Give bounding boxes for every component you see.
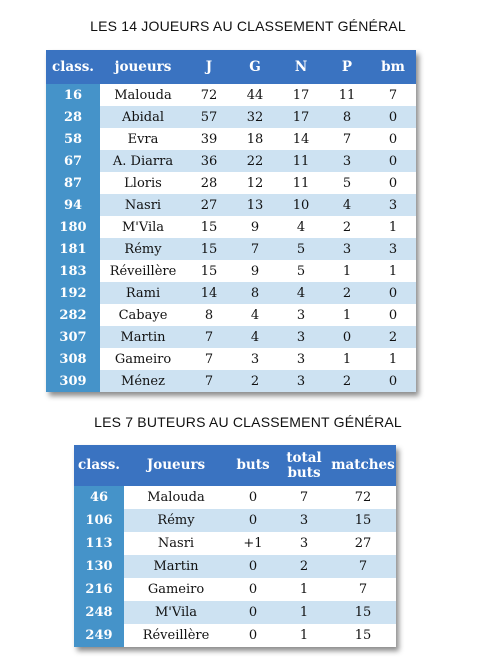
table-row xyxy=(46,282,416,304)
goals-scored-cell: 3 xyxy=(370,238,416,260)
player-name-cell: Lloris xyxy=(100,172,186,194)
table-row xyxy=(74,486,396,509)
goals-cell: 0 xyxy=(228,578,278,601)
total-goals-cell: 1 xyxy=(278,601,330,624)
games-cell: 28 xyxy=(186,172,232,194)
losses-cell: 7 xyxy=(324,128,370,150)
draws-cell: 17 xyxy=(278,84,324,106)
draws-cell: 11 xyxy=(278,150,324,172)
player-name-cell: Gameiro xyxy=(100,348,186,370)
rank-cell: 28 xyxy=(46,106,100,128)
wins-cell: 13 xyxy=(232,194,278,216)
table2-title: LES 7 BUTEURS AU CLASSEMENT GÉNÉRAL xyxy=(94,414,402,430)
player-name-cell: Nasri xyxy=(100,194,186,216)
games-cell: 15 xyxy=(186,260,232,282)
player-name-cell: Evra xyxy=(100,128,186,150)
header-players[interactable]: Joueurs xyxy=(124,445,228,486)
matches-cell: 7 xyxy=(330,555,396,578)
player-name-cell: Malouda xyxy=(100,84,186,106)
table-row xyxy=(46,238,416,260)
losses-cell: 11 xyxy=(324,84,370,106)
goals-scored-cell: 0 xyxy=(370,128,416,150)
draws-cell: 3 xyxy=(278,326,324,348)
header-j[interactable]: J xyxy=(186,50,232,84)
table-row xyxy=(74,578,396,601)
matches-cell: 15 xyxy=(330,601,396,624)
losses-cell: 5 xyxy=(324,172,370,194)
player-name-cell: Réveillère xyxy=(124,624,228,647)
total-goals-cell: 2 xyxy=(278,555,330,578)
rank-cell: 216 xyxy=(74,578,124,601)
matches-cell: 15 xyxy=(330,624,396,647)
goals-scored-cell: 0 xyxy=(370,150,416,172)
wins-cell: 12 xyxy=(232,172,278,194)
table-row xyxy=(74,532,396,555)
rank-cell: 181 xyxy=(46,238,100,260)
total-goals-cell: 7 xyxy=(278,486,330,509)
player-name-cell: Cabaye xyxy=(100,304,186,326)
games-cell: 7 xyxy=(186,370,232,392)
header-class[interactable]: class. xyxy=(46,50,100,84)
rank-cell: 106 xyxy=(74,509,124,532)
games-cell: 15 xyxy=(186,216,232,238)
header-p[interactable]: P xyxy=(324,50,370,84)
header-players[interactable]: joueurs xyxy=(100,50,186,84)
rank-cell: 67 xyxy=(46,150,100,172)
header-bm[interactable]: bm xyxy=(370,50,416,84)
goals-scored-cell: 2 xyxy=(370,326,416,348)
matches-cell: 27 xyxy=(330,532,396,555)
games-cell: 27 xyxy=(186,194,232,216)
player-name-cell: Rémy xyxy=(100,238,186,260)
draws-cell: 4 xyxy=(278,216,324,238)
rank-cell: 87 xyxy=(46,172,100,194)
wins-cell: 32 xyxy=(232,106,278,128)
losses-cell: 3 xyxy=(324,150,370,172)
header-goals[interactable]: buts xyxy=(228,445,278,486)
wins-cell: 2 xyxy=(232,370,278,392)
goals-cell: 0 xyxy=(228,601,278,624)
draws-cell: 5 xyxy=(278,238,324,260)
table-row xyxy=(46,216,416,238)
losses-cell: 1 xyxy=(324,348,370,370)
table-row xyxy=(46,260,416,282)
table-row xyxy=(46,84,416,106)
games-cell: 14 xyxy=(186,282,232,304)
wins-cell: 44 xyxy=(232,84,278,106)
table-row xyxy=(46,128,416,150)
player-name-cell: Abidal xyxy=(100,106,186,128)
rank-cell: 183 xyxy=(46,260,100,282)
player-name-cell: Martin xyxy=(100,326,186,348)
header-class[interactable]: class. xyxy=(74,445,124,486)
table-row xyxy=(46,172,416,194)
scorers-table xyxy=(74,445,396,647)
losses-cell: 8 xyxy=(324,106,370,128)
wins-cell: 8 xyxy=(232,282,278,304)
rank-cell: 309 xyxy=(46,370,100,392)
games-cell: 39 xyxy=(186,128,232,150)
table-row xyxy=(46,106,416,128)
rank-cell: 94 xyxy=(46,194,100,216)
header-matches[interactable]: matches xyxy=(330,445,396,486)
matches-cell: 15 xyxy=(330,509,396,532)
rank-cell: 249 xyxy=(74,624,124,647)
wins-cell: 7 xyxy=(232,238,278,260)
draws-cell: 11 xyxy=(278,172,324,194)
draws-cell: 3 xyxy=(278,348,324,370)
goals-scored-cell: 0 xyxy=(370,304,416,326)
header-total-goals[interactable]: total buts xyxy=(278,445,330,486)
player-name-cell: Gameiro xyxy=(124,578,228,601)
goals-scored-cell: 0 xyxy=(370,106,416,128)
wins-cell: 22 xyxy=(232,150,278,172)
draws-cell: 17 xyxy=(278,106,324,128)
rank-cell: 180 xyxy=(46,216,100,238)
wins-cell: 18 xyxy=(232,128,278,150)
player-name-cell: M'Vila xyxy=(100,216,186,238)
table-row xyxy=(46,348,416,370)
player-name-cell: Rami xyxy=(100,282,186,304)
goals-scored-cell: 0 xyxy=(370,282,416,304)
games-cell: 7 xyxy=(186,326,232,348)
table-row xyxy=(46,370,416,392)
total-goals-cell: 3 xyxy=(278,532,330,555)
wins-cell: 3 xyxy=(232,348,278,370)
wins-cell: 9 xyxy=(232,260,278,282)
wins-cell: 4 xyxy=(232,326,278,348)
player-name-cell: Malouda xyxy=(124,486,228,509)
losses-cell: 0 xyxy=(324,326,370,348)
draws-cell: 10 xyxy=(278,194,324,216)
goals-cell: 0 xyxy=(228,509,278,532)
draws-cell: 4 xyxy=(278,282,324,304)
rank-cell: 192 xyxy=(46,282,100,304)
total-goals-cell: 3 xyxy=(278,509,330,532)
table-row xyxy=(74,601,396,624)
goals-scored-cell: 1 xyxy=(370,216,416,238)
goals-scored-cell: 0 xyxy=(370,172,416,194)
table-header-row xyxy=(74,445,396,486)
games-cell: 57 xyxy=(186,106,232,128)
table-row xyxy=(46,194,416,216)
rank-cell: 130 xyxy=(74,555,124,578)
losses-cell: 2 xyxy=(324,282,370,304)
rank-cell: 58 xyxy=(46,128,100,150)
rank-cell: 113 xyxy=(74,532,124,555)
table-header-row xyxy=(46,50,416,84)
table1-title: LES 14 JOUEURS AU CLASSEMENT GÉNÉRAL xyxy=(90,18,406,34)
losses-cell: 1 xyxy=(324,304,370,326)
total-goals-cell: 1 xyxy=(278,578,330,601)
losses-cell: 2 xyxy=(324,370,370,392)
goals-scored-cell: 1 xyxy=(370,348,416,370)
goals-scored-cell: 1 xyxy=(370,260,416,282)
goals-cell: 0 xyxy=(228,555,278,578)
games-cell: 72 xyxy=(186,84,232,106)
losses-cell: 1 xyxy=(324,260,370,282)
rank-cell: 16 xyxy=(46,84,100,106)
draws-cell: 3 xyxy=(278,304,324,326)
draws-cell: 5 xyxy=(278,260,324,282)
games-cell: 8 xyxy=(186,304,232,326)
goals-cell: +1 xyxy=(228,532,278,555)
games-cell: 36 xyxy=(186,150,232,172)
player-name-cell: Rémy xyxy=(124,509,228,532)
losses-cell: 3 xyxy=(324,238,370,260)
player-name-cell: A. Diarra xyxy=(100,150,186,172)
rank-cell: 46 xyxy=(74,486,124,509)
header-g[interactable]: G xyxy=(232,50,278,84)
rank-cell: 307 xyxy=(46,326,100,348)
losses-cell: 2 xyxy=(324,216,370,238)
table-row xyxy=(46,150,416,172)
wins-cell: 9 xyxy=(232,216,278,238)
goals-scored-cell: 7 xyxy=(370,84,416,106)
player-name-cell: Nasri xyxy=(124,532,228,555)
table-row xyxy=(74,624,396,647)
goals-scored-cell: 0 xyxy=(370,370,416,392)
players-table xyxy=(46,50,416,392)
rank-cell: 248 xyxy=(74,601,124,624)
draws-cell: 3 xyxy=(278,370,324,392)
player-name-cell: Martin xyxy=(124,555,228,578)
matches-cell: 7 xyxy=(330,578,396,601)
matches-cell: 72 xyxy=(330,486,396,509)
goals-scored-cell: 3 xyxy=(370,194,416,216)
table-row xyxy=(74,555,396,578)
wins-cell: 4 xyxy=(232,304,278,326)
games-cell: 7 xyxy=(186,348,232,370)
player-name-cell: Ménez xyxy=(100,370,186,392)
losses-cell: 4 xyxy=(324,194,370,216)
header-n[interactable]: N xyxy=(278,50,324,84)
table-row xyxy=(74,509,396,532)
goals-cell: 0 xyxy=(228,486,278,509)
table-row xyxy=(46,326,416,348)
player-name-cell: M'Vila xyxy=(124,601,228,624)
games-cell: 15 xyxy=(186,238,232,260)
rank-cell: 308 xyxy=(46,348,100,370)
rank-cell: 282 xyxy=(46,304,100,326)
goals-cell: 0 xyxy=(228,624,278,647)
total-goals-cell: 1 xyxy=(278,624,330,647)
player-name-cell: Réveillère xyxy=(100,260,186,282)
table-row xyxy=(46,304,416,326)
draws-cell: 14 xyxy=(278,128,324,150)
